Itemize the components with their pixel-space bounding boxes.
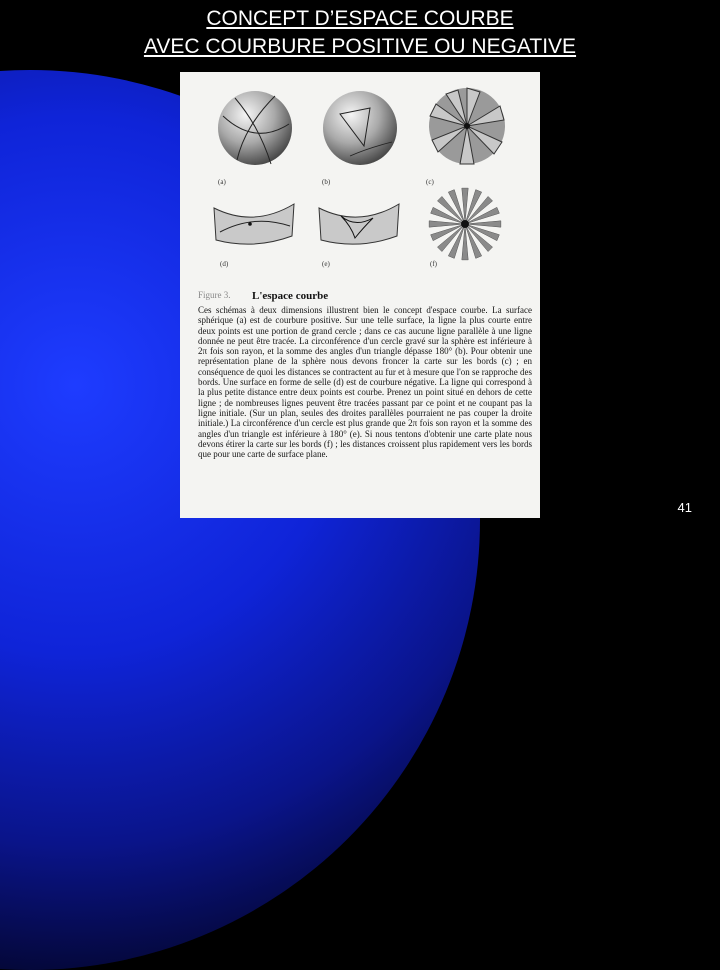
caption-d: (d) [220,260,229,268]
caption-a: (a) [218,178,226,186]
slide-title-line-1: CONCEPT D’ESPACE COURBE [206,7,514,30]
saddle-triangle-figure [315,194,405,254]
folded-disk-map-figure [422,82,512,182]
stretched-disk-map-figure [425,184,505,264]
figure-number-label: Figure 3. [198,290,231,300]
figure-title: L'espace courbe [252,290,329,302]
caption-b: (b) [322,178,331,186]
caption-e: (e) [322,260,330,268]
sphere-great-circles-figure [215,86,295,186]
sphere-triangle-figure [320,86,400,186]
page-number: 41 [677,500,692,515]
slide-title-line-2: AVEC COURBURE POSITIVE OU NEGATIVE [143,35,577,58]
saddle-surface-figure [210,194,300,254]
scanned-figure-page [180,72,540,518]
caption-c: (c) [426,178,434,186]
caption-f: (f) [430,260,437,268]
figure-description-text: Ces schémas à deux dimensions illustrent bien le concept d'espace courbe. La surface sphérique (a) est de courbure positive. Sur une telle surface, la ligne la plus courte entre deux points est une portion de grand cercle ; dans ce cas aucune ligne parallèle à une ligne donnée ne peut être tracée. La circonférence d'un cercle gravé sur la sphère est inférieure à 2π fois son rayon, et la somme des angles d'un triangle dépasse 180° (b). Pour obtenir une représentation plane de la sphère nous devons froncer la carte sur les bords (c) ; en conséquence de quoi les distances se contractent au fur et à mesure que l'on se rapproche des bords. Une surface en forme de selle (d) est de courbure négative. La ligne qui correspond à la plus petite distance entre deux points est courbe. Prenez un point situé en dehors de cette ligne ; de nombreuses lignes peuvent être tracées passant par ce point et ne coupant pas la ligne initiale. (Sur un plan, seules des droites parallèles pourraient ne pas couper la droite initiale.) La circonférence d'un cercle est plus grande que 2π fois son rayon et la somme des angles d'un triangle est inférieure à 180° (e). Si nous tentons d'obtenir une carte plate nous devons étirer la carte sur les bords (f) ; les distances croissent plus rapidement vers les bords que pour une carte de surface plane. [198,305,532,460]
